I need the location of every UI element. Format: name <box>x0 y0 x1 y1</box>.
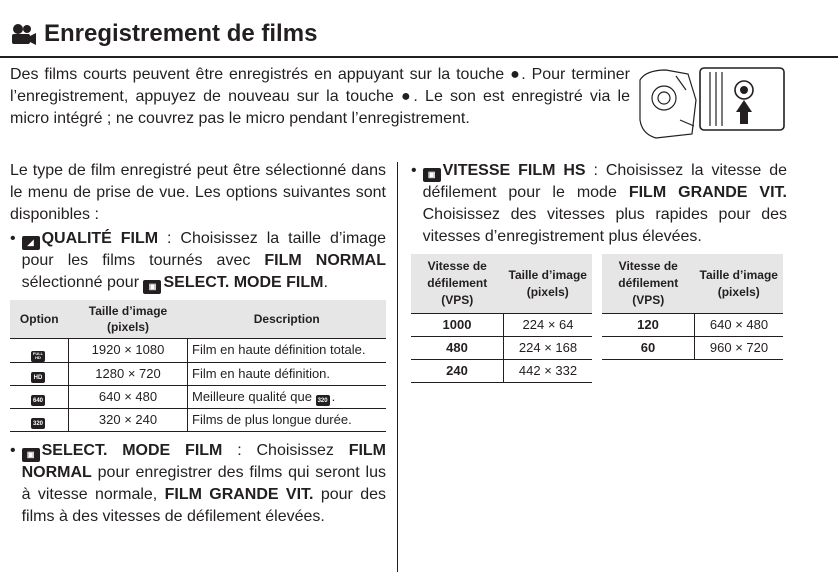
table-cell: 640 × 480 <box>69 385 188 408</box>
table-header: Option <box>10 300 69 339</box>
table-header-row <box>411 254 592 314</box>
table-cell: 442 × 332 <box>504 360 593 383</box>
table-header: Taille d’image (pixels) <box>504 254 593 314</box>
list-item-select-mode: • ▣ SELECT. MODE FILM : Choisissez FILM NORMAL pour enregistrer des films qui seront lus à vitesse normale, FILM GRANDE VIT. pour des films à des vitesses de défilement élevées. <box>10 440 386 528</box>
table-cell: 640 × 480 <box>695 314 784 337</box>
movie-mode-icon: ▣ <box>22 448 40 462</box>
full-hd-icon: FULL HD <box>32 351 44 360</box>
movie-camera-icon <box>10 23 36 45</box>
movie-mode-icon: ▣ <box>143 280 161 294</box>
320-icon: 320 <box>316 395 330 406</box>
640-icon: 640 <box>31 395 45 406</box>
table-header: Taille d’image (pixels) <box>695 254 784 314</box>
table-cell: 1000 <box>411 314 504 337</box>
select-mode-label: SELECT. MODE FILM <box>41 441 223 459</box>
bullet-dot: • <box>411 162 417 179</box>
table-cell: 1280 × 720 <box>69 362 188 385</box>
table-cell: Films de plus longue durée. <box>188 408 387 431</box>
quality-menu-icon: ◢ <box>22 236 40 250</box>
table-cell: 1920 × 1080 <box>69 339 188 363</box>
hd-icon: HD <box>31 372 45 383</box>
table-cell: 320 × 240 <box>69 408 188 431</box>
table-row <box>602 314 783 337</box>
table-header: Vitesse de défilement (VPS) <box>602 254 695 314</box>
bullet-dot: • <box>10 441 16 459</box>
hs-table-left <box>411 254 592 383</box>
table-row <box>411 337 592 360</box>
table-cell: 480 <box>411 337 504 360</box>
column-divider <box>397 162 398 572</box>
quality-label: QUALITÉ FILM <box>41 230 159 247</box>
options-intro: Le type de film enregistré peut être sélectionné dans le menu de prise de vue. Les options suivantes sont disponibles : <box>10 162 386 223</box>
table-cell: 60 <box>602 337 695 360</box>
camera-illustration <box>636 60 786 144</box>
table-row <box>10 408 386 431</box>
table-row <box>602 337 783 360</box>
320-icon: 320 <box>31 418 45 429</box>
table-header-row <box>602 254 783 314</box>
quality-table <box>10 300 386 432</box>
table-cell: Film en haute définition. <box>188 362 387 385</box>
page-title-text: Enregistrement de films <box>44 20 318 47</box>
right-column <box>411 160 787 383</box>
hs-table-right <box>602 254 783 360</box>
table-cell: 960 × 720 <box>695 337 784 360</box>
table-header: Description <box>188 300 387 339</box>
bullet-dot: • <box>10 230 16 247</box>
page-title <box>10 20 317 48</box>
hs-speed-icon: ▣ <box>423 168 441 182</box>
table-cell: Meilleure qualité que 320 . <box>188 385 387 408</box>
table-row <box>10 385 386 408</box>
table-cell: 224 × 168 <box>504 337 593 360</box>
table-cell: 120 <box>602 314 695 337</box>
table-header-row <box>10 300 386 339</box>
table-cell: Film en haute définition totale. <box>188 339 387 363</box>
intro-paragraph: Des films courts peuvent être enregistrés en appuyant sur la touche ●. Pour terminer l’enregistrement, appuyez de nouveau sur la touche ●. Le son est enregistré via le micro intégré ; ne couvrez pas le micro pendant l’enregistrement. <box>10 66 630 127</box>
table-cell: 240 <box>411 360 504 383</box>
table-row <box>411 360 592 383</box>
list-item-hs-speed: • ▣ VITESSE FILM HS : Choisissez la vitesse de défilement pour le mode FILM GRANDE VIT. Choisissez des vitesses plus rapides pour des vitesses d’enregistrement plus élevées. <box>411 160 787 248</box>
hs-tables <box>411 254 787 383</box>
list-item-quality: • ◢ QUALITÉ FILM : Choisissez la taille d’image pour les films tournés avec FILM NORMAL sélectionné pour ▣ SELECT. MODE FILM. <box>10 228 386 294</box>
table-row <box>10 339 386 363</box>
title-rule <box>0 56 838 58</box>
table-header: Vitesse de défilement (VPS) <box>411 254 504 314</box>
table-row <box>411 314 592 337</box>
hs-speed-label: VITESSE FILM HS <box>442 162 586 179</box>
table-header: Taille d’image (pixels) <box>69 300 188 339</box>
table-cell: 224 × 64 <box>504 314 593 337</box>
table-row <box>10 362 386 385</box>
left-column <box>10 160 386 528</box>
